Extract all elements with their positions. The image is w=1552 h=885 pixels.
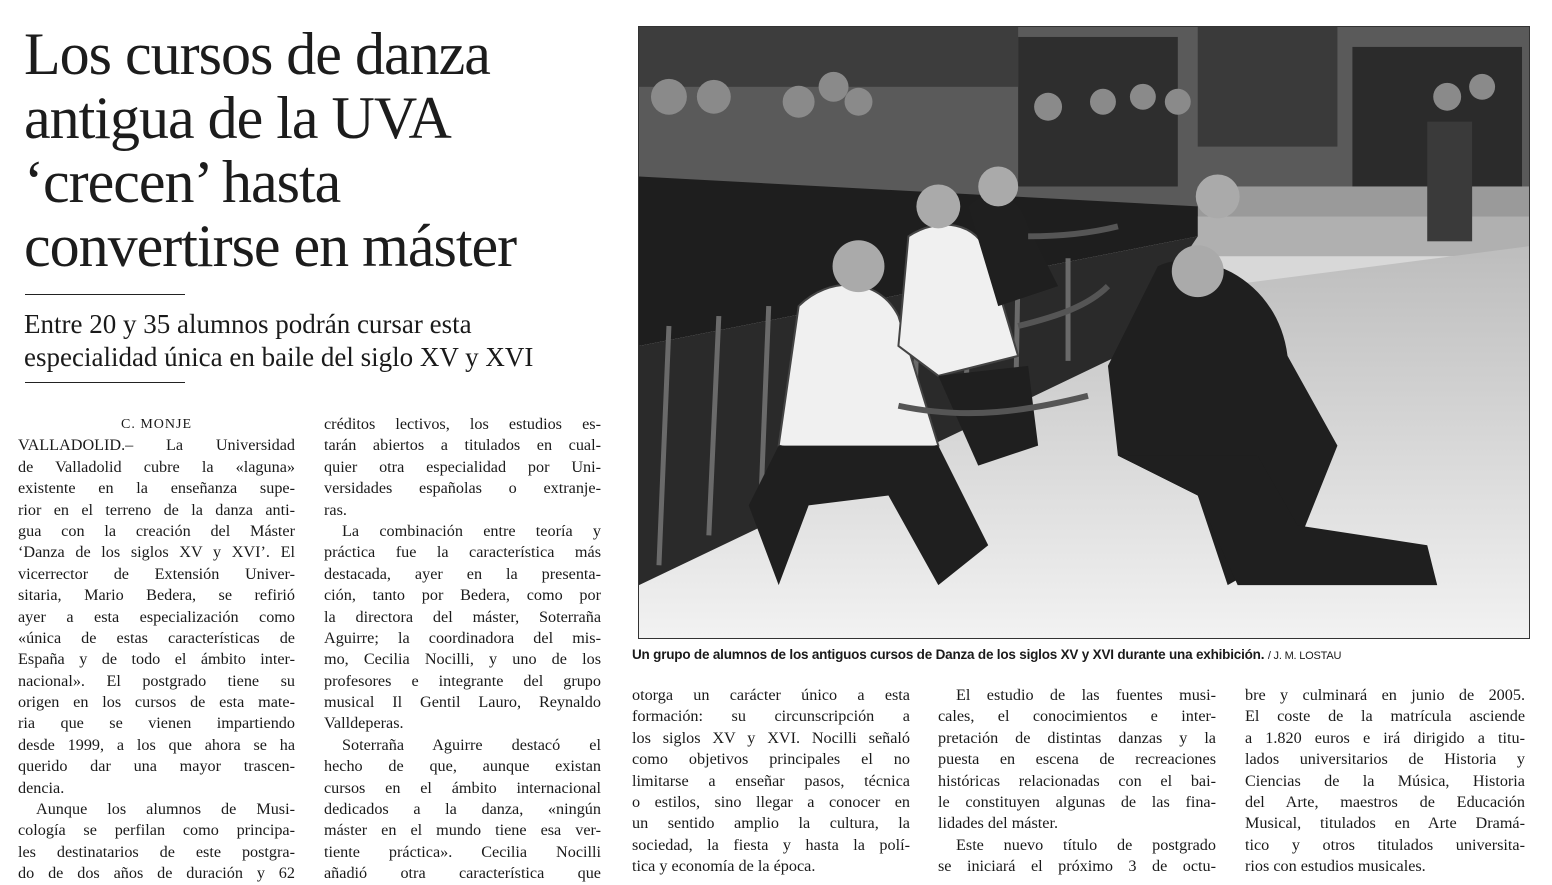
text-line: práctica fue la característica más xyxy=(324,543,601,562)
text-line: tiente práctica». Cecilia Nocilli xyxy=(324,842,601,861)
article-photo xyxy=(638,26,1530,639)
text-line: Soterraña Aguirre destacó el xyxy=(342,735,601,754)
text-line: do de dos años de duración y 62 xyxy=(18,864,295,883)
text-line: tico y otros titulados universita- xyxy=(1245,835,1525,854)
text-line: rior en el terreno de la danza anti- xyxy=(18,500,295,519)
text-line: desde 1999, a los que ahora se ha xyxy=(18,735,295,754)
text-line: Valldeperas. xyxy=(324,714,404,733)
subheadline-line: Entre 20 y 35 alumnos podrán cursar esta xyxy=(24,309,472,339)
text-line: sitaria, Mario Bedera, se refirió xyxy=(18,586,295,605)
text-line: dedicados a la danza, «ningún xyxy=(324,800,601,819)
headline-line: antigua de la UVA xyxy=(24,85,451,151)
text-line: Musical, titulados en Arte Dramá- xyxy=(1245,814,1525,833)
headline-rule xyxy=(25,294,185,295)
text-line: nacional». El postgrado tiene su xyxy=(18,671,295,690)
text-line: o estilos, sino llegar a conocer en xyxy=(632,792,910,811)
text-line: del Arte, maestros de Educación xyxy=(1245,792,1525,811)
text-line: hecho de que, aunque existan xyxy=(324,757,601,776)
text-line: le constituyen algunas de las fina- xyxy=(938,792,1216,811)
text-line: bre y culminará en junio de 2005. xyxy=(1245,686,1525,704)
text-line: musical Il Gentil Lauro, Reynaldo xyxy=(324,693,601,712)
text-line: quier otra especialidad por Uni- xyxy=(324,457,601,476)
text-line: vicerrector de Extensión Univer- xyxy=(18,564,295,583)
text-line: ayer a esta especialización como xyxy=(18,607,295,626)
byline: C. MONJE xyxy=(120,417,192,432)
text-line: de Valladolid cubre la «laguna» xyxy=(18,457,295,476)
text-line: dencia. xyxy=(18,778,65,797)
text-line: créditos lectivos, los estudios es- xyxy=(324,415,601,433)
text-line: Este nuevo título de postgrado xyxy=(956,835,1216,854)
subheadline-line: especialidad única en baile del siglo XV y XVI xyxy=(24,342,534,372)
text-line: profesores e integrante del grupo xyxy=(324,671,601,690)
text-line: destacada, ayer en la presenta- xyxy=(324,564,601,583)
headline-line: convertirse en máster xyxy=(24,213,517,279)
text-line: sociedad, la fiesta y hasta la polí- xyxy=(632,835,910,854)
text-line: Ciencias de la Música, Historia xyxy=(1245,771,1525,790)
text-line: como objetivos principales el no xyxy=(632,750,910,769)
text-line: a 1.820 euros e irá dirigido a titu- xyxy=(1245,728,1525,747)
photo-credit: / J. M. LOSTAU xyxy=(1267,650,1342,662)
text-line: les destinatarios de este postgra- xyxy=(18,842,295,861)
photo-caption xyxy=(632,647,1532,662)
text-line: tica y economía de la época. xyxy=(632,857,816,876)
text-line: España y de todo el ámbito inter- xyxy=(18,650,295,669)
text-line: la directora del máster, Soterraña xyxy=(324,607,601,626)
text-line: gua con la creación del Máster xyxy=(18,521,295,540)
text-line: La combinación entre teoría y xyxy=(342,521,601,540)
text-line: cales, el conocimientos e inter- xyxy=(938,707,1216,726)
text-line: cursos en el ámbito internacional xyxy=(324,778,601,797)
text-line: versidades españolas o extranje- xyxy=(324,479,601,498)
text-line: El estudio de las fuentes musi- xyxy=(956,686,1216,704)
text-line: VALLADOLID.– La Universidad xyxy=(18,436,295,455)
headline-line: Los cursos de danza xyxy=(24,21,490,87)
article-column-3 xyxy=(632,685,910,878)
text-line: formación: su circunscripción a xyxy=(632,707,910,726)
text-line: puesta en escena de recreaciones xyxy=(938,750,1216,769)
text-line: lados universitarios de Historia y xyxy=(1245,750,1525,769)
article-column-4 xyxy=(938,685,1216,878)
text-line: «única de estas características de xyxy=(18,628,295,647)
photo-caption-text: Un grupo de alumnos de los antiguos cursos de Danza de los siglos XV y XVI durante una exhibición. xyxy=(632,647,1265,662)
text-line: ción, tanto por Bedera, como por xyxy=(324,586,601,605)
article-column-1 xyxy=(18,414,295,885)
text-line: históricas relacionadas con el bai- xyxy=(938,771,1216,790)
text-line: tarán abiertos a titulados en cual- xyxy=(324,436,601,455)
text-line: ‘Danza de los siglos XV y XVI’. El xyxy=(18,543,295,562)
article-column-5 xyxy=(1245,685,1525,878)
text-line: ras. xyxy=(324,500,347,519)
text-line: cología se perfilan como principa- xyxy=(18,821,295,840)
subheadline xyxy=(24,308,624,374)
article-column-2 xyxy=(324,414,601,885)
text-line: pretación de distintas danzas y la xyxy=(938,728,1216,747)
text-line: añadió otra característica que xyxy=(324,864,601,883)
text-line: existente en la enseñanza supe- xyxy=(18,479,295,498)
text-line: Aunque los alumnos de Musi- xyxy=(36,800,295,819)
text-line: se iniciará el próximo 3 de octu- xyxy=(938,857,1216,876)
text-line: limitarse a enseñar pasos, técnica xyxy=(632,771,910,790)
text-line: otorga un carácter único a esta xyxy=(632,686,910,704)
text-line: los siglos XV y XVI. Nocilli señaló xyxy=(632,728,910,747)
subheadline-rule xyxy=(25,382,185,383)
headline xyxy=(24,22,624,278)
text-line: máster en el mundo tiene esa ver- xyxy=(324,821,601,840)
text-line: un sentido amplio la cultura, la xyxy=(632,814,910,833)
text-line: Aguirre; la coordinadora del mis- xyxy=(324,628,601,647)
text-line: ria que se vienen impartiendo xyxy=(18,714,295,733)
text-line: querido dar una mayor trascen- xyxy=(18,757,295,776)
text-line: rios con estudios musicales. xyxy=(1245,857,1426,876)
headline-line: ‘crecen’ hasta xyxy=(24,149,341,215)
text-line: lidades del máster. xyxy=(938,814,1059,833)
text-line: mo, Cecilia Nocilli, y uno de los xyxy=(324,650,601,669)
text-line: El coste de la matrícula asciende xyxy=(1245,707,1525,726)
dance-photo-illustration xyxy=(639,27,1529,638)
text-line: origen en los cursos de esta mate- xyxy=(18,693,295,712)
